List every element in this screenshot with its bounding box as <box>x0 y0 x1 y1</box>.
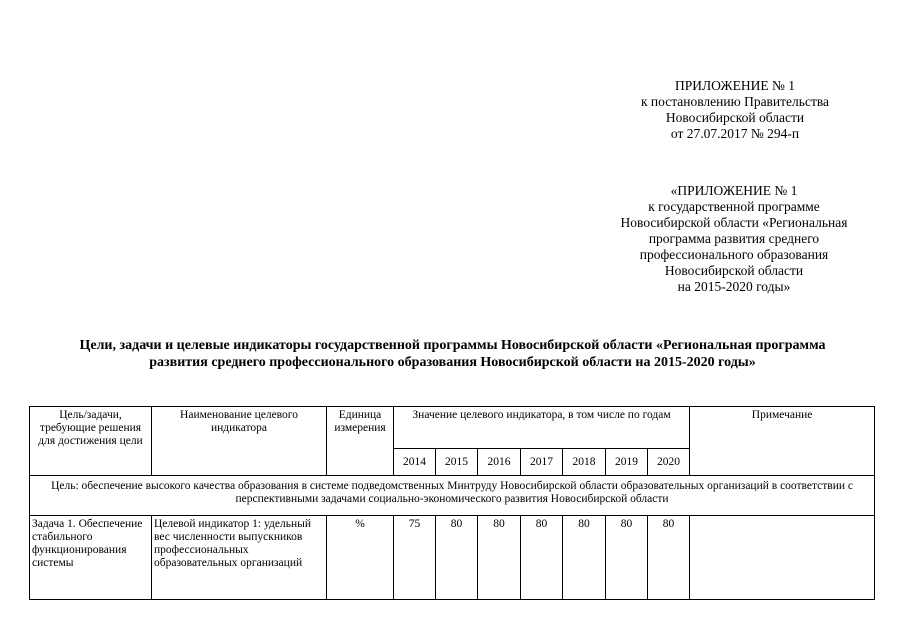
header-unit: Единица измерения <box>327 407 394 476</box>
appendix-line: «ПРИЛОЖЕНИЕ № 1 <box>670 183 798 198</box>
header-year: 2014 <box>394 449 436 476</box>
task-cell: Задача 1. Обеспечение стабильного функционирования системы <box>30 516 152 600</box>
header-indicator: Наименование целевого индикатора <box>152 407 327 476</box>
appendix-line: программа развития среднего <box>648 231 820 246</box>
title-line-1: Цели, задачи и целевые индикаторы государственной программы Новосибирской области «Региональная программа <box>79 338 826 353</box>
appendix-line: профессионального образования <box>639 247 829 262</box>
appendix-line: Новосибирской области «Региональная <box>620 215 848 230</box>
value-cell: 80 <box>648 516 690 600</box>
indicator-cell: Целевой индикатор 1: удельный вес численности выпускников профессиональных образовательных организаций <box>152 516 327 600</box>
appendix-line: Новосибирской области <box>664 263 804 278</box>
unit-cell: % <box>327 516 394 600</box>
header-year: 2016 <box>478 449 521 476</box>
header-goal: Цель/задачи, требующие решения для достижения цели <box>30 407 152 476</box>
header-year: 2020 <box>648 449 690 476</box>
header-note: Примечание <box>690 407 875 476</box>
appendix-line: Новосибирской области <box>665 110 805 125</box>
appendix-header-program <box>596 183 872 295</box>
header-year: 2019 <box>606 449 648 476</box>
goal-statement: Цель: обеспечение высокого качества образования в системе подведомственных Минтруду Новосибирской области образовательных организаций в соответствии с перспективными задачами социально-экономического развития Новосибирской области <box>30 476 875 516</box>
header-year: 2017 <box>521 449 563 476</box>
value-cell: 80 <box>521 516 563 600</box>
title-line-2: развития среднего профессионального образования Новосибирской области на 2015-2020 годы» <box>149 355 756 370</box>
header-values: Значение целевого индикатора, в том числе по годам <box>394 407 690 449</box>
document-title <box>20 337 885 371</box>
value-cell: 80 <box>436 516 478 600</box>
table-header-row <box>30 407 875 449</box>
appendix-line: от 27.07.2017 № 294-п <box>670 126 800 141</box>
appendix-header-resolution <box>600 78 870 142</box>
value-cell: 80 <box>478 516 521 600</box>
indicators-table <box>29 406 875 600</box>
value-cell: 80 <box>606 516 648 600</box>
header-year: 2018 <box>563 449 606 476</box>
note-cell <box>690 516 875 600</box>
value-cell: 75 <box>394 516 436 600</box>
table-goal-row <box>30 476 875 516</box>
appendix-line: к постановлению Правительства <box>640 94 830 109</box>
value-cell: 80 <box>563 516 606 600</box>
header-year: 2015 <box>436 449 478 476</box>
appendix-line: к государственной программе <box>648 199 820 214</box>
appendix-line: на 2015-2020 годы» <box>677 279 791 294</box>
table-row <box>30 516 875 600</box>
appendix-line: ПРИЛОЖЕНИЕ № 1 <box>674 78 796 93</box>
